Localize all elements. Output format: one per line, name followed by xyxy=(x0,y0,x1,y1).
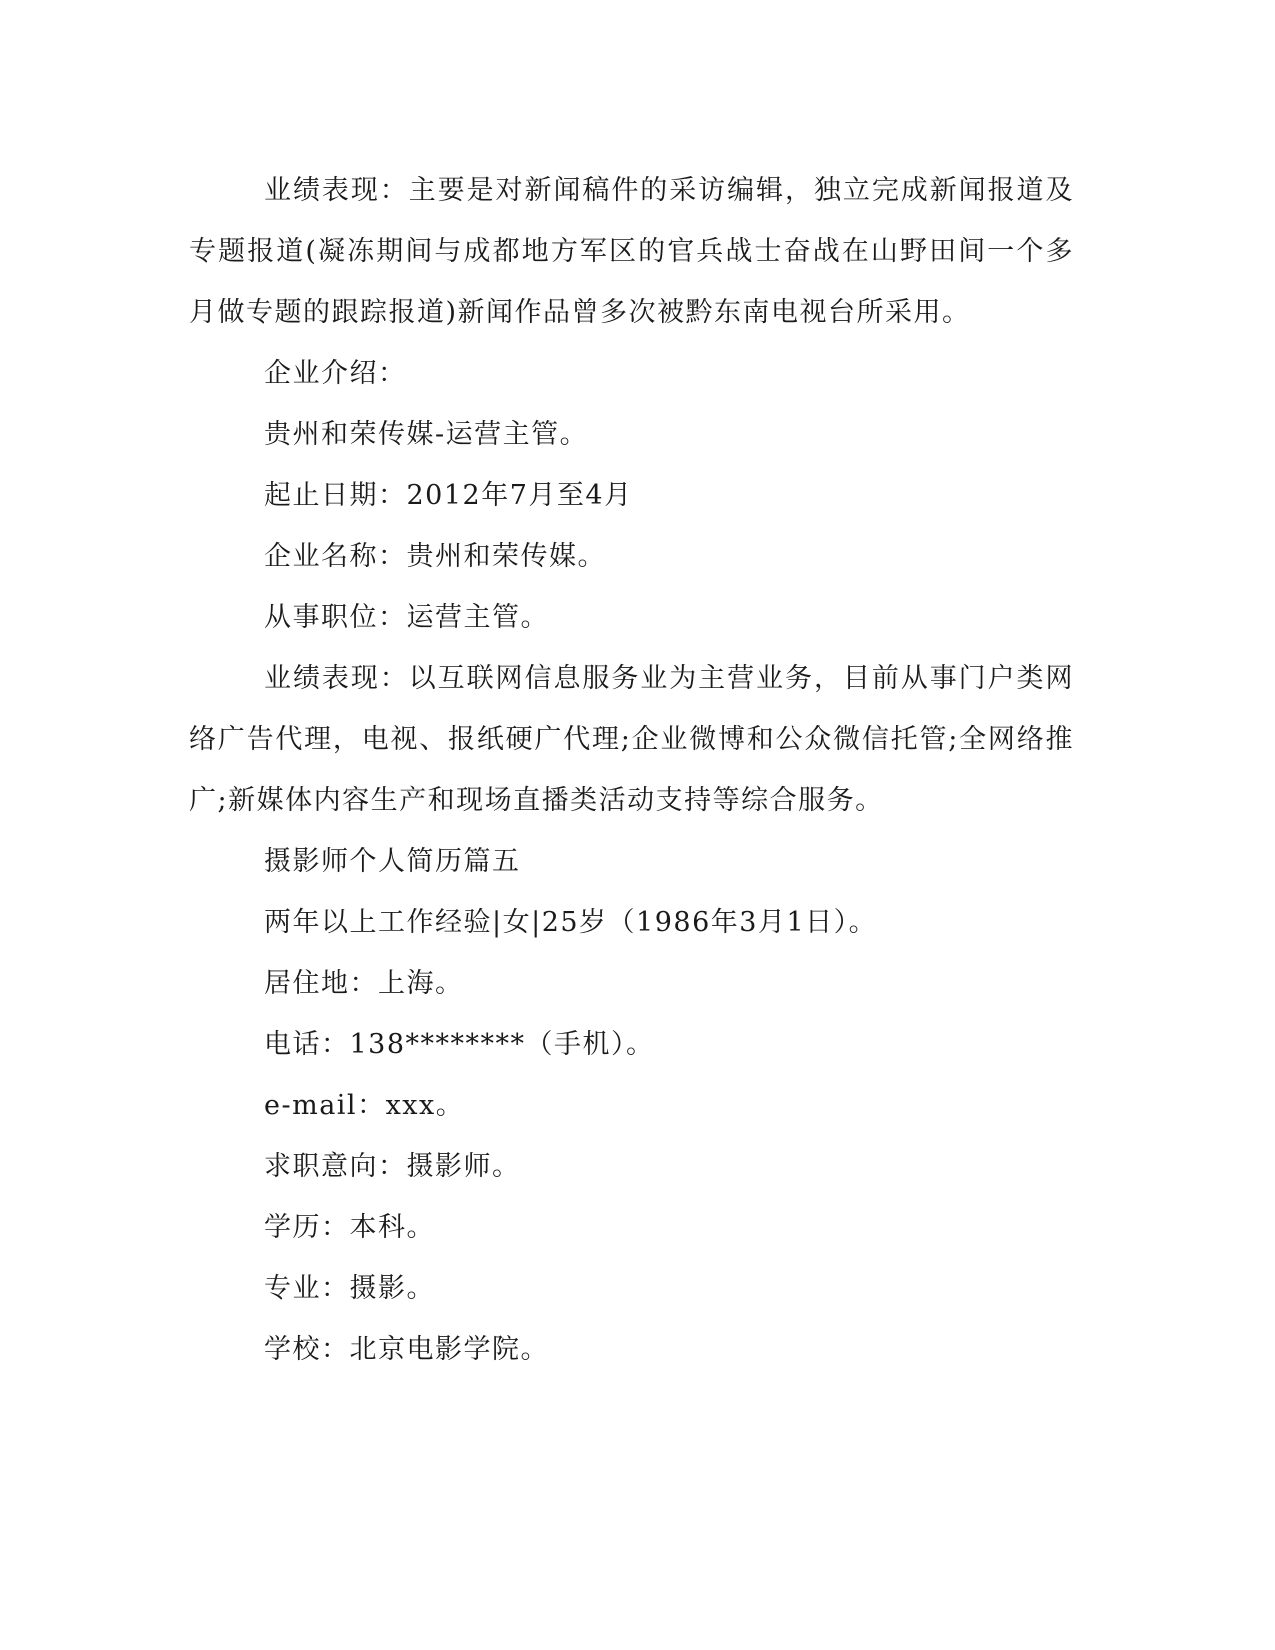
paragraph-company-position: 贵州和荣传媒-运营主管。 xyxy=(264,419,589,450)
paragraph-job-intention: 求职意向：摄影师。 xyxy=(264,1151,521,1182)
paragraph-performance-news: 业绩表现：主要是对新闻稿件的采访编辑，独立完成新闻报道及专题报道(凝冻期间与成都地方军区的官兵战士奋战在山野田间一个多月做专题的跟踪报道)新闻作品曾多次被黔东南电视台所采用。 xyxy=(189,175,1074,328)
paragraph-residence: 居住地：上海。 xyxy=(264,968,464,999)
paragraph-company-name: 企业名称：贵州和荣传媒。 xyxy=(264,541,606,572)
paragraph-phone: 电话：138********（手机）。 xyxy=(264,1029,655,1060)
paragraph-performance-internet: 业绩表现：以互联网信息服务业为主营业务，目前从事门户类网络广告代理，电视、报纸硬广代理;企业微博和公众微信托管;全网络推广;新媒体内容生产和现场直播类活动支持等综合服务。 xyxy=(189,663,1074,816)
paragraph-major: 专业：摄影。 xyxy=(264,1273,435,1304)
paragraph-company-intro: 企业介绍： xyxy=(264,358,407,389)
paragraph-job-title: 从事职位：运营主管。 xyxy=(264,602,549,633)
paragraph-school: 学校：北京电影学院。 xyxy=(264,1334,549,1365)
paragraph-date-range: 起止日期：2012年7月至4月 xyxy=(264,480,633,511)
paragraph-education: 学历：本科。 xyxy=(264,1212,435,1243)
paragraph-email: e-mail：xxx。 xyxy=(264,1090,465,1121)
section-heading-resume-five: 摄影师个人简历篇五 xyxy=(264,846,521,877)
document-body xyxy=(189,160,1074,1380)
paragraph-experience-summary: 两年以上工作经验|女|25岁（1986年3月1日）。 xyxy=(264,907,878,938)
